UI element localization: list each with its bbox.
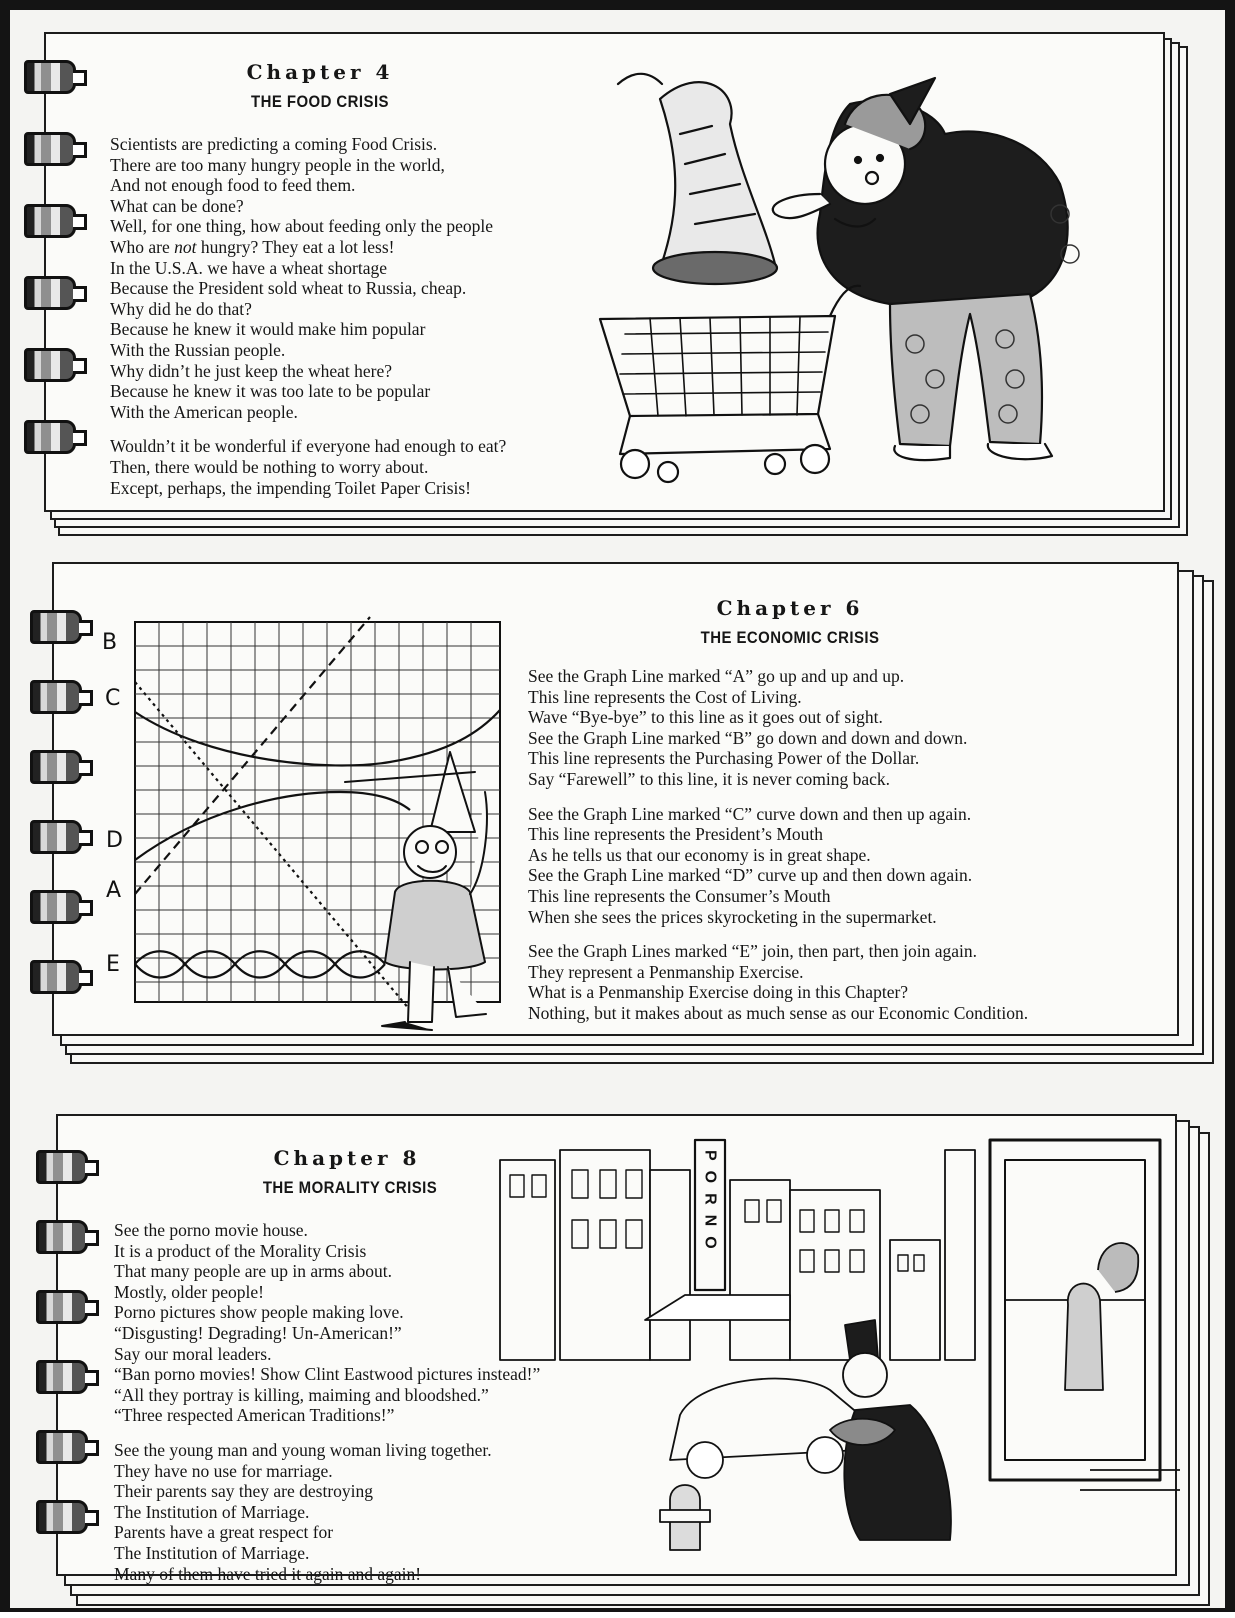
binding-ring: [36, 1220, 88, 1254]
body-line: Why didn’t he just keep the wheat here?: [110, 360, 393, 381]
body-line: Mostly, older people!: [114, 1281, 265, 1302]
body-line: Say “Farewell” to this line, it is never coming back.: [528, 768, 891, 789]
body-line: Porno pictures show people making love.: [114, 1302, 404, 1323]
binding-ring: [30, 820, 82, 854]
chapter-6-body: [528, 666, 1028, 1024]
body-line: See the Graph Line marked “B” go down and down and down.: [528, 727, 968, 748]
body-line: Say our moral leaders.: [114, 1343, 272, 1364]
graph-label-e: E: [106, 952, 120, 977]
body-line: That many people are up in arms about.: [114, 1261, 392, 1282]
stanza-gap: [110, 422, 506, 436]
economic-graph: [130, 622, 510, 1042]
body-line: Their parents say they are destroying: [114, 1481, 374, 1502]
body-line: Well, for one thing, how about feeding only the people: [110, 216, 494, 237]
body-line: Because he knew it would make him popular: [110, 319, 426, 340]
chapter-number: Chapter 6: [716, 596, 864, 620]
morality-crisis-cartoon: [500, 1130, 1180, 1580]
body-line: Because he knew it was too late to be popular: [110, 381, 431, 402]
spiral-binding: [26, 610, 88, 1040]
marquee-text: PORNO: [701, 1150, 719, 1259]
chapter-4-panel: [10, 10, 1235, 540]
body-line: “Three respected American Traditions!”: [114, 1405, 395, 1426]
body-line: Then, there would be nothing to worry about.: [110, 456, 429, 477]
body-line: See the Graph Line marked “A” go up and up and up.: [528, 666, 905, 686]
chapter-title: THE ECONOMIC CRISIS: [700, 628, 880, 647]
body-line: The Institution of Marriage.: [114, 1542, 310, 1563]
body-line: See the Graph Line marked “C” curve down and then up again.: [528, 803, 972, 824]
graph-label-c: C: [105, 686, 121, 711]
body-line: Except, perhaps, the impending Toilet Paper Crisis!: [110, 477, 472, 498]
body-line: This line represents the Cost of Living.: [528, 686, 802, 707]
body-line: Because the President sold wheat to Russia, cheap.: [110, 278, 467, 299]
graph-label-a: A: [106, 878, 122, 903]
stanza-gap: [528, 927, 1028, 941]
chapter-8-body: [114, 1220, 540, 1584]
body-line: This line represents the Purchasing Power of the Dollar.: [528, 748, 920, 769]
body-line: In the U.S.A. we have a wheat shortage: [110, 257, 387, 278]
binding-ring: [24, 132, 76, 166]
body-line: Who are not hungry? They eat a lot less!: [110, 236, 395, 257]
body-line: “Disgusting! Degrading! Un-American!”: [114, 1322, 402, 1343]
body-line: See the young man and young woman living together.: [114, 1439, 492, 1460]
binding-ring: [24, 276, 76, 310]
line-d: [135, 792, 410, 860]
chapter-8-panel: [10, 1110, 1235, 1618]
body-line: They have no use for marriage.: [114, 1460, 333, 1481]
line-a: [135, 617, 370, 894]
body-line: Parents have a great respect for: [114, 1522, 334, 1543]
body-line: See the Graph Line marked “D” curve up and then down again.: [528, 865, 973, 886]
graph-label-d: D: [106, 828, 123, 853]
body-line: With the Russian people.: [110, 339, 286, 360]
body-line: Many of them have tried it again and again!: [114, 1563, 422, 1584]
spiral-binding: [20, 60, 82, 490]
body-line: And not enough food to feed them.: [110, 175, 356, 196]
body-line: This line represents the President’s Mouth: [528, 824, 824, 845]
chapter-number: Chapter 8: [273, 1146, 421, 1170]
body-line: Nothing, but it makes about as much sense as our Economic Condition.: [528, 1002, 1029, 1023]
body-line: “All they portray is killing, maiming and bloodshed.”: [114, 1384, 489, 1405]
binding-ring: [30, 960, 82, 994]
binding-ring: [24, 60, 76, 94]
body-line: See the Graph Lines marked “E” join, then part, then join again.: [528, 941, 978, 962]
body-line: Wouldn’t it be wonderful if everyone had enough to eat?: [110, 436, 507, 457]
body-line: What can be done?: [110, 195, 244, 216]
body-line: As he tells us that our economy is in great shape.: [528, 844, 871, 865]
body-line: Scientists are predicting a coming Food Crisis.: [110, 134, 438, 154]
body-line: See the porno movie house.: [114, 1220, 308, 1240]
body-line: It is a product of the Morality Crisis: [114, 1240, 367, 1261]
food-crisis-cartoon: [590, 54, 1150, 504]
body-line: They represent a Penmanship Exercise.: [528, 961, 804, 982]
body-line: This line represents the Consumer’s Mouth: [528, 885, 831, 906]
body-line: There are too many hungry people in the world,: [110, 154, 445, 175]
chapter-number: Chapter 4: [246, 60, 394, 84]
binding-ring: [30, 750, 82, 784]
binding-ring: [24, 204, 76, 238]
body-line: “Ban porno movies! Show Clint Eastwood pictures instead!”: [114, 1364, 541, 1385]
graph-label-b: B: [102, 630, 118, 655]
chapter-6-panel: [10, 558, 1235, 1078]
binding-ring: [36, 1360, 88, 1394]
binding-ring: [30, 890, 82, 924]
body-line: With the American people.: [110, 401, 298, 422]
binding-ring: [36, 1430, 88, 1464]
body-line: Wave “Bye-bye” to this line as it goes out of sight.: [528, 707, 883, 728]
binding-ring: [36, 1500, 88, 1534]
body-line: When she sees the prices skyrocketing in the supermarket.: [528, 906, 937, 927]
stanza-gap: [528, 790, 1028, 804]
binding-ring: [30, 610, 82, 644]
spiral-binding: [32, 1150, 94, 1580]
chapter-title: THE FOOD CRISIS: [251, 92, 389, 111]
binding-ring: [24, 420, 76, 454]
body-line: What is a Penmanship Exercise doing in this Chapter?: [528, 982, 909, 1003]
body-line: Why did he do that?: [110, 298, 252, 319]
body-line: The Institution of Marriage.: [114, 1501, 310, 1522]
chapter-4-body: [110, 134, 506, 498]
stanza-gap: [114, 1426, 540, 1440]
chapter-title: THE MORALITY CRISIS: [262, 1178, 438, 1197]
binding-ring: [24, 348, 76, 382]
binding-ring: [30, 680, 82, 714]
binding-ring: [36, 1290, 88, 1324]
binding-ring: [36, 1150, 88, 1184]
